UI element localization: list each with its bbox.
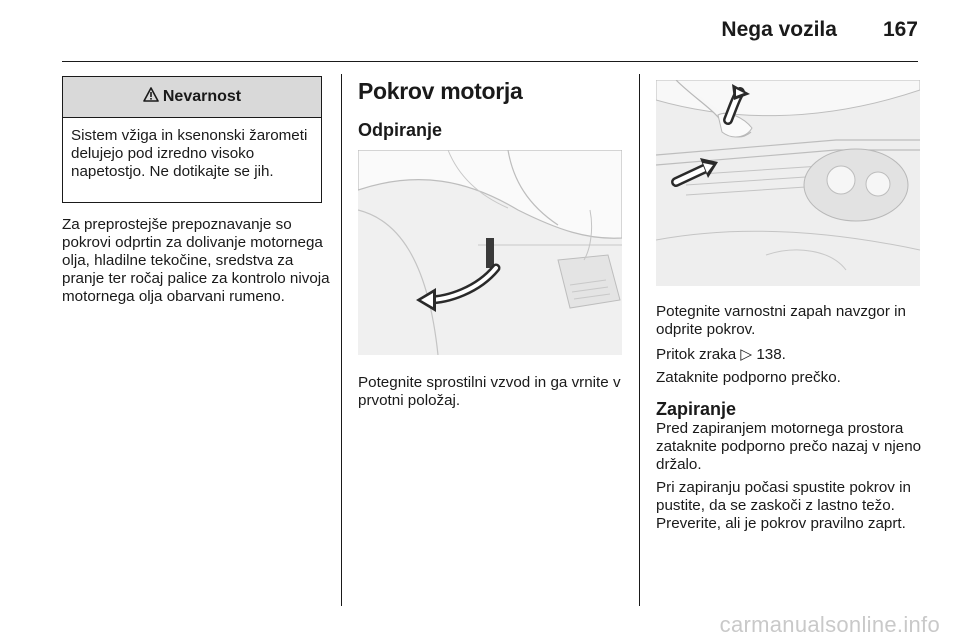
paragraph-air-inflow (656, 345, 928, 364)
paragraph-support-rod: Zataknite podporno prečko. (656, 369, 841, 386)
watermark: carmanualsonline.info (719, 612, 940, 637)
subheading-closing: Zapiranje (656, 399, 737, 419)
figure-caption-release: Potegnite sprostilni vzvod in ga vrnite v prvotni položaj. (358, 374, 621, 409)
warning-triangle-icon (143, 87, 159, 107)
section-title: Nega vozila (721, 18, 837, 41)
page-header (721, 18, 918, 42)
header-rule (62, 61, 918, 62)
paragraph-closing-prep: Pred zapiranjem motornega prostora zataknite podporno prečo nazaj v njeno držalo. (656, 420, 922, 473)
warning-text: Sistem vžiga in ksenonski žarometi delujejo pod izredno visoko napetostjo. Ne dotikajte se jih. (71, 127, 308, 180)
air-inflow-text: Pritok zraka (656, 346, 741, 363)
hood-latch-illustration (656, 80, 920, 286)
paragraph-closing-lower: Pri zapiranju počasi spustite pokrov in pustite, da se zaskoči z lastno težo. Preverite, ali je pokrov pravilno zaprt. (656, 479, 911, 532)
release-lever-illustration (358, 150, 622, 355)
column-divider-right (639, 74, 640, 606)
air-inflow-page: 138. (752, 346, 786, 363)
section-heading: Pokrov motorja (358, 78, 523, 104)
subheading-opening: Odpiranje (358, 120, 443, 140)
column-divider-left (341, 74, 342, 606)
page-reference-arrow-icon: ▷ (740, 345, 753, 363)
warning-title: Nevarnost (162, 88, 242, 105)
page-number: 167 (882, 18, 918, 41)
warning-title-bar (63, 77, 321, 118)
warning-box (62, 76, 322, 203)
paragraph-pull-latch: Potegnite varnostni zapah navzgor in odprite pokrov. (656, 303, 906, 338)
info-paragraph: Za preprostejše prepoznavanje so pokrovi odprtin za dolivanje motornega olja, hladilne tekočine, sredstva za pranje ter ročaj palice za kontrolo nivoja motornega olja obarvani rumeno. (62, 216, 330, 305)
